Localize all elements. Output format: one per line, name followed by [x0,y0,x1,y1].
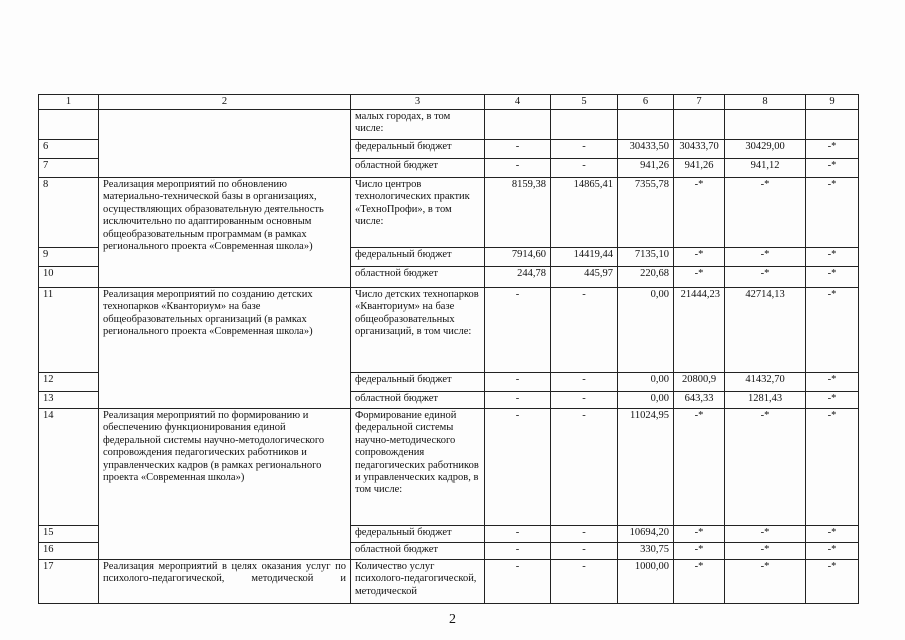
value-cell: -* [674,560,725,604]
row-number-cell: 8 [39,178,99,248]
budget-table [38,94,859,604]
value-cell: -* [725,560,806,604]
header-cell: 8 [725,95,806,110]
value-cell: 941,26 [674,159,725,178]
value-cell: - [485,526,551,543]
value-cell: -* [674,526,725,543]
value-cell: -* [725,178,806,248]
value-cell: -* [806,178,859,248]
row-number-cell: 15 [39,526,99,543]
indicator-cell: федеральный бюджет [351,373,485,392]
value-cell: -* [806,409,859,526]
value-cell: - [485,159,551,178]
indicator-cell: федеральный бюджет [351,248,485,267]
page-number: 2 [449,612,456,627]
value-cell: 7914,60 [485,248,551,267]
value-cell: 220,68 [618,267,674,288]
value-cell: -* [674,409,725,526]
value-cell [551,110,618,140]
indicator-cell: Формирование единой федеральной системы научно-методического сопровождения педагогических работников и управленческих кадров, в том числе: [351,409,485,526]
budget-table-page [38,94,858,604]
indicator-cell: областной бюджет [351,543,485,560]
value-cell: 11024,95 [618,409,674,526]
value-cell: -* [806,159,859,178]
value-cell: 0,00 [618,288,674,373]
value-cell [806,110,859,140]
value-cell: -* [674,178,725,248]
value-cell: 445,97 [551,267,618,288]
row-number-cell: 10 [39,267,99,288]
value-cell: 30429,00 [725,140,806,159]
value-cell [725,110,806,140]
value-cell: 0,00 [618,373,674,392]
value-cell: 20800,9 [674,373,725,392]
indicator-cell: областной бюджет [351,159,485,178]
row-number-cell [39,110,99,140]
value-cell: 7135,10 [618,248,674,267]
value-cell: - [485,392,551,409]
value-cell: 1281,43 [725,392,806,409]
value-cell: - [485,288,551,373]
value-cell: - [485,373,551,392]
table-row [39,178,859,248]
value-cell: - [551,373,618,392]
value-cell: -* [725,267,806,288]
header-cell: 1 [39,95,99,110]
indicator-cell: малых городах, в том числе: [351,110,485,140]
value-cell: 643,33 [674,392,725,409]
value-cell: - [551,159,618,178]
value-cell: - [551,140,618,159]
value-cell: - [485,140,551,159]
value-cell: 14865,41 [551,178,618,248]
value-cell: -* [806,392,859,409]
value-cell: -* [806,543,859,560]
table-row [39,409,859,526]
row-number-cell: 12 [39,373,99,392]
value-cell: - [551,526,618,543]
value-cell: 1000,00 [618,560,674,604]
value-cell [485,110,551,140]
table-row [39,288,859,373]
value-cell: 30433,50 [618,140,674,159]
activity-cell: Реализация мероприятий по формированию и обеспечению функционирования единой федеральной системы научно-методологического сопровождения педагогических работников и управленческих кадров (в рамках регионального проекта «Современная школа») [99,409,351,560]
header-cell: 4 [485,95,551,110]
row-number-cell: 11 [39,288,99,373]
row-number-cell: 14 [39,409,99,526]
row-number-cell: 9 [39,248,99,267]
value-cell: 10694,20 [618,526,674,543]
header-cell: 2 [99,95,351,110]
value-cell: 941,12 [725,159,806,178]
row-number-cell: 13 [39,392,99,409]
activity-cell [99,110,351,178]
value-cell: -* [806,248,859,267]
value-cell: 14419,44 [551,248,618,267]
value-cell: - [551,392,618,409]
activity-cell: Реализация мероприятий по обновлению материально-технической базы в организациях, осуществляющих образовательную деятельность исключительно по адаптированным основным общеобразовательным программам (в рамках регионального проекта «Современная школа») [99,178,351,288]
value-cell: 7355,78 [618,178,674,248]
value-cell: 0,00 [618,392,674,409]
value-cell: 41432,70 [725,373,806,392]
value-cell: -* [806,140,859,159]
header-cell: 7 [674,95,725,110]
indicator-cell: Количество услуг психолого-педагогической, методической [351,560,485,604]
value-cell: - [485,409,551,526]
value-cell: - [485,560,551,604]
value-cell: -* [806,288,859,373]
indicator-cell: федеральный бюджет [351,140,485,159]
row-number-cell: 6 [39,140,99,159]
value-cell: - [551,560,618,604]
indicator-cell: федеральный бюджет [351,526,485,543]
row-number-cell: 16 [39,543,99,560]
value-cell: -* [725,248,806,267]
header-cell: 9 [806,95,859,110]
header-cell: 5 [551,95,618,110]
value-cell: -* [725,409,806,526]
value-cell: - [551,288,618,373]
value-cell: -* [725,543,806,560]
table-row [39,110,859,140]
value-cell: 8159,38 [485,178,551,248]
header-cell: 3 [351,95,485,110]
value-cell: -* [806,373,859,392]
table-row [39,560,859,604]
activity-cell: Реализация мероприятий по созданию детских технопарков «Кванториум» на базе общеобразовательных организаций (в рамках регионального проекта «Современная школа») [99,288,351,409]
value-cell: -* [674,543,725,560]
value-cell: 244,78 [485,267,551,288]
indicator-cell: Число детских технопарков «Кванториум» на базе общеобразовательных организаций, в том числе: [351,288,485,373]
activity-cell: Реализация мероприятий в целях оказания услуг по психолого-педагогической, методической и [99,560,351,604]
value-cell [674,110,725,140]
value-cell: - [551,409,618,526]
value-cell: -* [806,560,859,604]
value-cell: -* [725,526,806,543]
row-number-cell: 17 [39,560,99,604]
value-cell [618,110,674,140]
value-cell: - [551,543,618,560]
value-cell: 30433,70 [674,140,725,159]
row-number-cell: 7 [39,159,99,178]
table-header-row [39,95,859,110]
value-cell: 42714,13 [725,288,806,373]
indicator-cell: Число центров технологических практик «ТехноПрофи», в том числе: [351,178,485,248]
value-cell: 21444,23 [674,288,725,373]
value-cell: -* [806,526,859,543]
indicator-cell: областной бюджет [351,392,485,409]
indicator-cell: областной бюджет [351,267,485,288]
value-cell: 941,26 [618,159,674,178]
value-cell: -* [674,267,725,288]
value-cell: -* [674,248,725,267]
value-cell: -* [806,267,859,288]
header-cell: 6 [618,95,674,110]
value-cell: - [485,543,551,560]
value-cell: 330,75 [618,543,674,560]
